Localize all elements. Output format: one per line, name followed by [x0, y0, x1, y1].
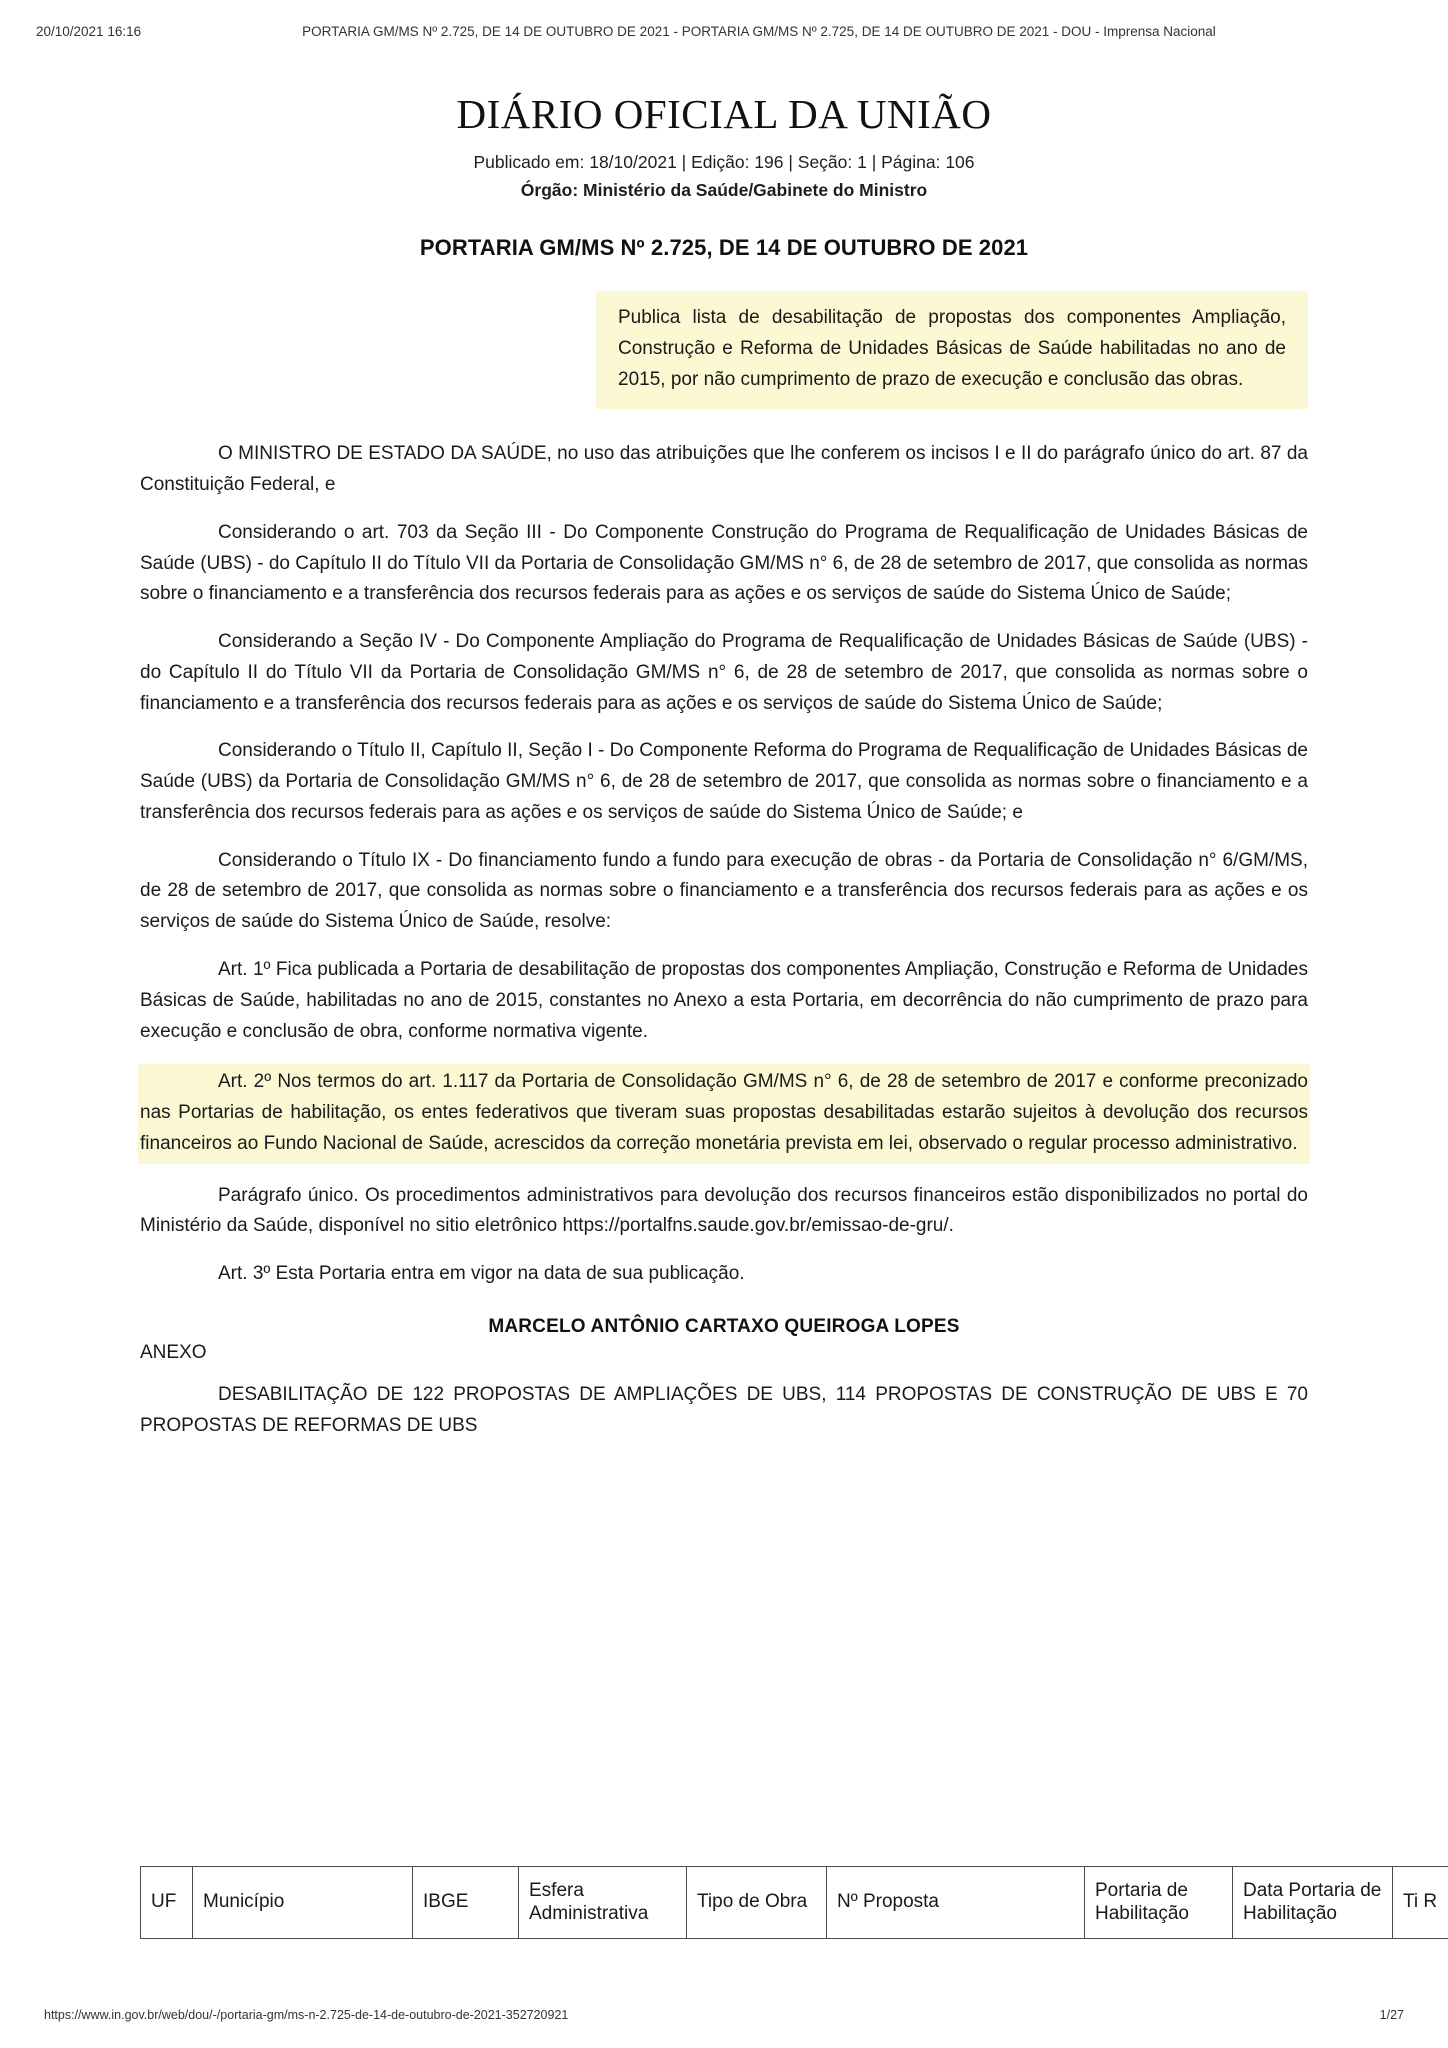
table-header-esfera-administrativa: Esfera Administrativa: [519, 1867, 687, 1939]
table-header-uf: UF: [141, 1867, 193, 1939]
paragraph-preamble: O MINISTRO DE ESTADO DA SAÚDE, no uso das atribuições que lhe conferem os incisos I e II do parágrafo único do art. 87 da Constituição Federal, e: [140, 443, 1308, 496]
paragraph-considerando-3: Considerando o Título II, Capítulo II, Seção I - Do Componente Reforma do Programa de Requalificação de Unidades Básicas de Saúde (UBS) da Portaria de Consolidação GM/MS n° 6, de 28 de setembro de 2017, que consolida as normas sobre o financiamento e a transferência dos recursos federais para as ações e os serviços de saúde do Sistema Único de Saúde; e: [140, 740, 1308, 823]
print-header-date: 20/10/2021 16:16: [36, 23, 142, 39]
table-header-row: [141, 1867, 1448, 1939]
table-header-numero-proposta: Nº Proposta: [827, 1867, 1085, 1939]
print-header: [0, 22, 1448, 40]
table-header-tipo-de-obra: Tipo de Obra: [687, 1867, 827, 1939]
table-header-data-portaria-habilitacao: Data Portaria de Habilitação: [1233, 1867, 1393, 1939]
ubs-table-container: [140, 1866, 1448, 1986]
page-title: PORTARIA GM/MS Nº 2.725, DE 14 DE OUTUBRO DE 2021: [419, 235, 1029, 260]
table-header-portaria-habilitacao: Portaria de Habilitação: [1085, 1867, 1233, 1939]
document-body: [140, 90, 1308, 1467]
ementa-text: Publica lista de desabilitação de propostas dos componentes Ampliação, Construção e Reforma de Unidades Básicas de Saúde habilitadas no ano de 2015, por não cumprimento de prazo de execução e conclusão das obras.: [596, 291, 1308, 409]
ubs-table: [140, 1866, 1448, 1939]
table-header-tipo-recurso: Ti R: [1393, 1867, 1448, 1939]
print-header-title: PORTARIA GM/MS Nº 2.725, DE 14 DE OUTUBRO DE 2021 - PORTARIA GM/MS Nº 2.725, DE 14 DE OUTUBRO DE 2021 - DOU - Imprensa Nacional: [302, 23, 1216, 39]
table-header-municipio: Município: [193, 1867, 413, 1939]
organ-info: Órgão: Ministério da Saúde/Gabinete do Ministro: [520, 180, 928, 200]
paragraph-considerando-1: Considerando o art. 703 da Seção III - Do Componente Construção do Programa de Requalificação de Unidades Básicas de Saúde (UBS) - do Capítulo II do Título VII da Portaria de Consolidação GM/MS n° 6, de 28 de setembro de 2017, que consolida as normas sobre o financiamento e a transferência dos recursos federais para as ações e os serviços de saúde do Sistema Único de Saúde;: [140, 521, 1308, 605]
publication-info: Publicado em: 18/10/2021 | Edição: 196 | Seção: 1 | Página: 106: [473, 152, 975, 172]
print-footer-url: https://www.in.gov.br/web/dou/-/portaria-gm/ms-n-2.725-de-14-de-outubro-de-2021-352720921: [44, 2008, 569, 2022]
signature-name: MARCELO ANTÔNIO CARTAXO QUEIROGA LOPES: [488, 1315, 960, 1337]
masthead-title: DIÁRIO OFICIAL DA UNIÃO: [456, 91, 992, 137]
print-footer: [0, 2008, 1448, 2026]
paragraph-considerando-2: Considerando a Seção IV - Do Componente Ampliação do Programa de Requalificação de Unidades Básicas de Saúde (UBS) - do Capítulo II do Título VII da Portaria de Consolidação GM/MS n° 6, de 28 de setembro de 2017, que consolida as normas sobre o financiamento e a transferência dos recursos federais para as ações e os serviços de saúde do Sistema Único de Saúde;: [140, 631, 1308, 714]
paragraph-paragrafo-unico: Parágrafo único. Os procedimentos administrativos para devolução dos recursos financeiros estão disponibilizados no portal do Ministério da Saúde, disponível no sitio eletrônico https://portalfns.saude.gov.br/emissao-de-gru/.: [140, 1184, 1308, 1237]
table-header-ibge: IBGE: [413, 1867, 519, 1939]
paragraph-art-1: Art. 1º Fica publicada a Portaria de desabilitação de propostas dos componentes Ampliação, Construção e Reforma de Unidades Básicas de Saúde, habilitadas no ano de 2015, constantes no Anexo a esta Portaria, em decorrência do não cumprimento de prazo para execução e conclusão de obra, conforme normativa vigente.: [140, 959, 1308, 1042]
ementa-container: [140, 291, 1308, 409]
anexo-label: ANEXO: [140, 1341, 207, 1363]
paragraph-art-3: Art. 3º Esta Portaria entra em vigor na data de sua publicação.: [218, 1263, 745, 1285]
print-footer-page-number: 1/27: [1379, 2008, 1404, 2022]
paragraph-art-2-highlighted: Art. 2º Nos termos do art. 1.117 da Portaria de Consolidação GM/MS n° 6, de 28 de setembro de 2017 e conforme preconizado nas Portarias de habilitação, os entes federativos que tiveram suas propostas desabilitadas estarão sujeitos à devolução dos recursos financeiros ao Fundo Nacional de Saúde, acrescidos da correção monetária prevista em lei, observado o regular processo administrativo.: [138, 1064, 1310, 1163]
anexo-description: DESABILITAÇÃO DE 122 PROPOSTAS DE AMPLIAÇÕES DE UBS, 114 PROPOSTAS DE CONSTRUÇÃO DE UBS E 70 PROPOSTAS DE REFORMAS DE UBS: [140, 1383, 1308, 1436]
paragraph-considerando-4: Considerando o Título IX - Do financiamento fundo a fundo para execução de obras - da Portaria de Consolidação n° 6/GM/MS, de 28 de setembro de 2017, que consolida as normas sobre o financiamento e a transferência dos recursos federais para as ações e os serviços de saúde do Sistema Único de Saúde, resolve:: [140, 849, 1308, 933]
